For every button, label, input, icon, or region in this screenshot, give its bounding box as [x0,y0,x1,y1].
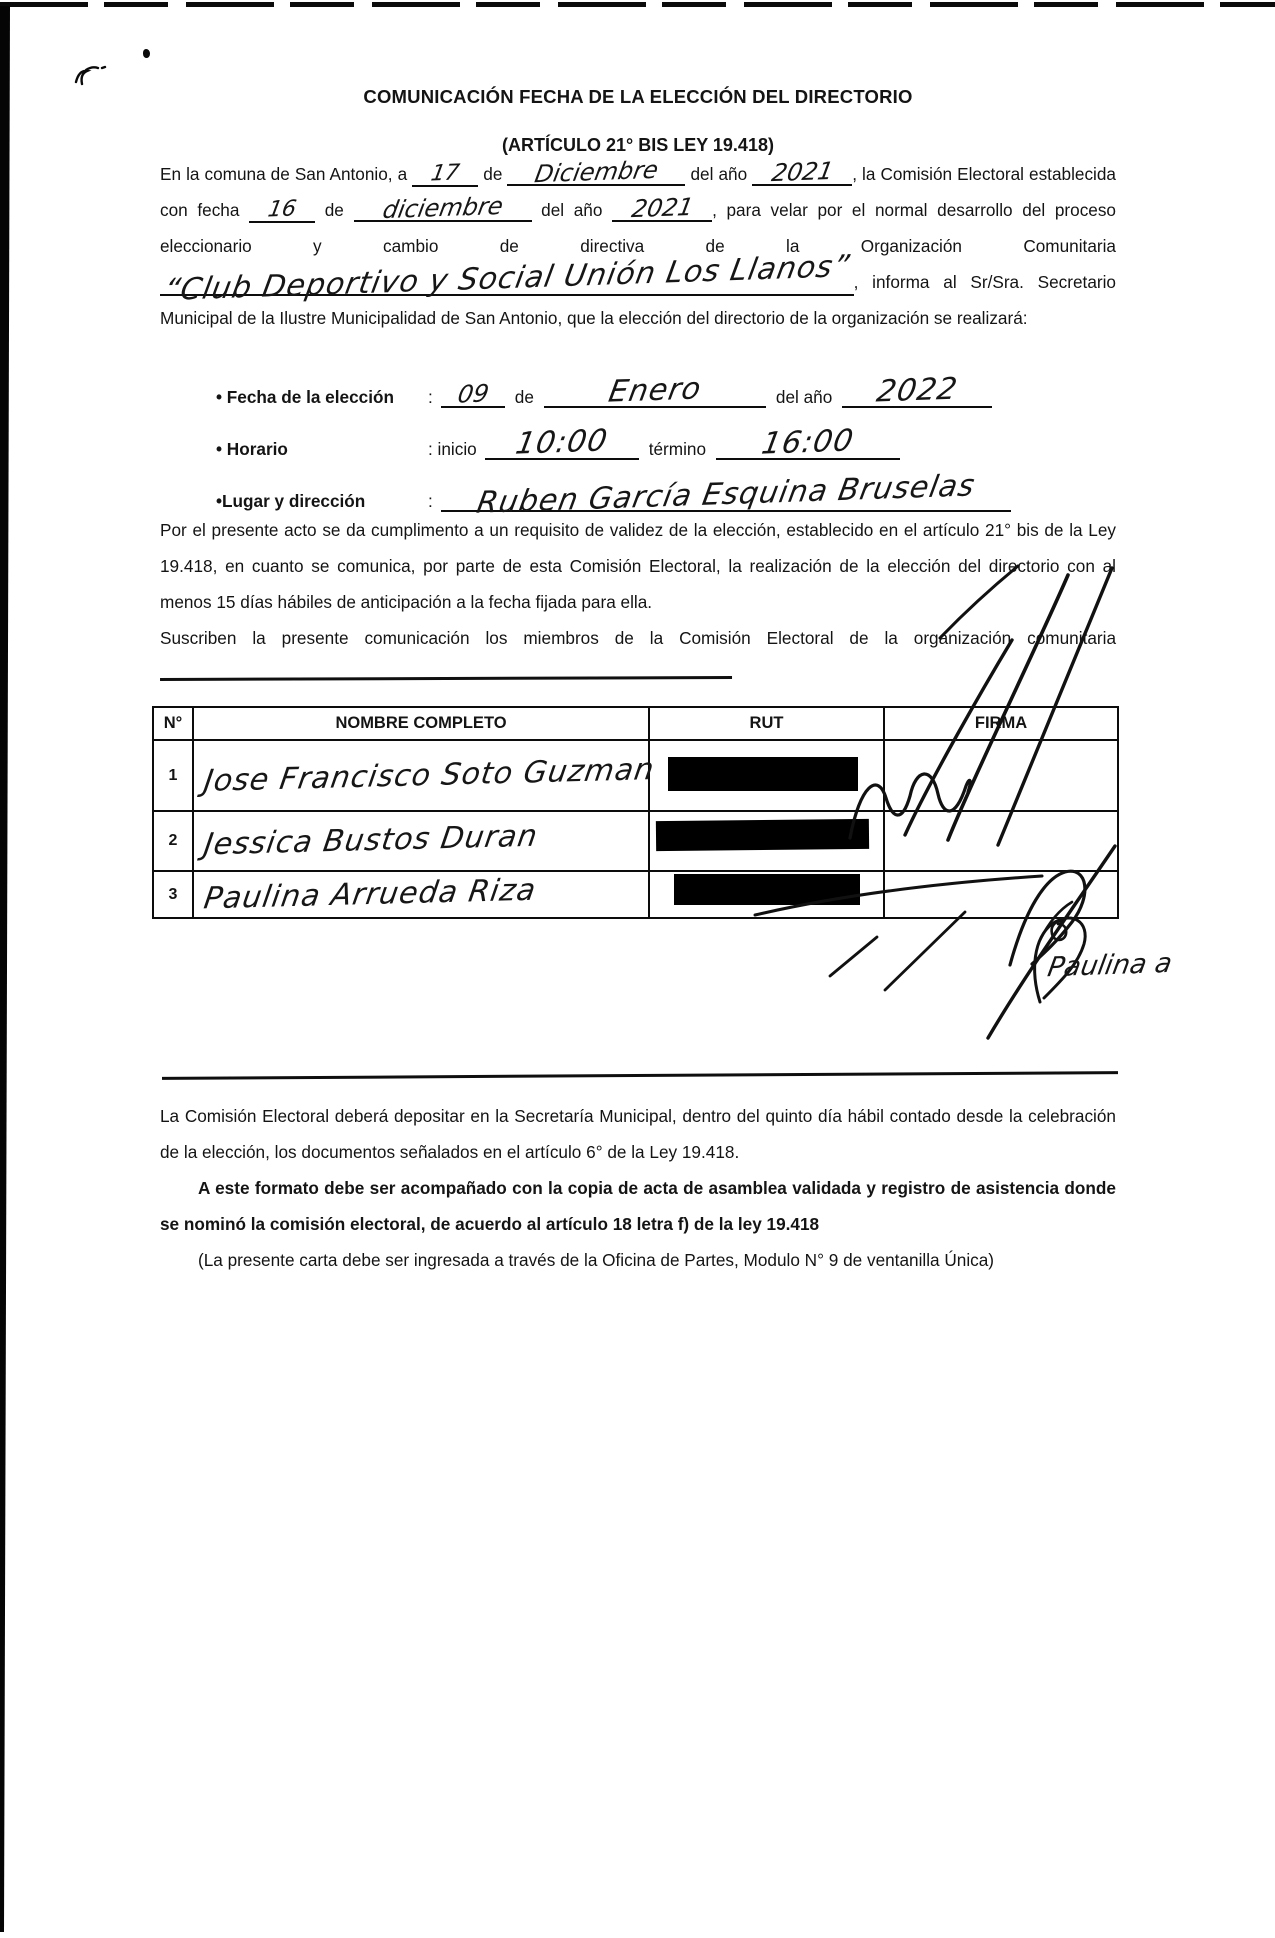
handwritten-start-time: 10:00 [512,423,611,462]
rut-redaction-bar [668,757,858,791]
table-header-row [153,707,1118,740]
ink-dot-mark [143,49,150,58]
intro-paragraph [160,156,1116,336]
row-number: 3 [153,871,193,918]
intro-text-3: del año [690,164,748,184]
handwritten-end-time: 16:00 [759,423,857,462]
table-row [153,811,1118,871]
rut-cell [649,740,884,811]
column-header-full-name: NOMBRE COMPLETO [193,707,649,740]
handwritten-year: 2021 [769,156,836,188]
schedule-row [216,408,1116,460]
handwritten-election-month: Enero [605,371,705,410]
column-header-number: N° [153,707,193,740]
rut-cell [649,811,884,871]
handwritten-election-day: 09 [455,379,491,409]
signature-cell [884,871,1118,918]
month-field [507,155,685,189]
deposit-paragraph: La Comisión Electoral deberá depositar en la Secretaría Municipal, dentro del quinto día hábil contado desde la celebración de la elección, los documentos señalados en el artículo 6° de la Ley 19.418. [160,1106,1116,1162]
blank-fill-line [160,662,732,681]
rut-cell [649,871,884,918]
end-time-field [716,423,900,462]
election-date-de: de [514,387,534,407]
start-time-field [485,423,639,462]
election-day-field [441,379,505,409]
handwritten-month: Diciembre [532,155,661,189]
rut-redaction-bar [674,874,860,905]
handwritten-day: 17 [429,160,462,187]
year-field-2 [612,192,712,224]
day-field [412,160,478,187]
handwritten-election-year: 2022 [874,371,961,410]
row-number: 2 [153,811,193,871]
member-name-cell [193,811,649,871]
column-header-rut: RUT [649,707,884,740]
signature-cell [884,811,1118,871]
member-name-cell [193,871,649,918]
handwritten-month-2: diciembre [380,191,505,225]
scan-artifact-left-edge-bar [0,6,10,1932]
row-number: 1 [153,740,193,811]
location-row [216,460,1116,521]
validity-paragraph: Por el presente acto se da cumplimento a un requisito de validez de la elección, establecido en el artículo 21° bis de la Ley 19.418, en cuanto se comunica, por parte de esta Comisión Electoral, la realización de la elección del directorio con al menos 15 días hábiles de anticipación a la fecha fijada para ella. [160,520,1116,612]
document-title: COMUNICACIÓN FECHA DE LA ELECCIÓN DEL DIRECTORIO [363,86,913,107]
election-date-row [216,356,1116,408]
election-date-colon: : [428,387,433,407]
signatories-text: Suscriben la presente comunicación los miembros de la Comisión Electoral de la organización comunitaria [160,628,1116,648]
intro-text-2: de [483,164,503,184]
handwritten-member-name: Jose Francisco Soto Guzman [201,751,657,799]
schedule-termino-label: término [648,439,707,459]
document-subtitle: (ARTÍCULO 21° BIS LEY 19.418) [502,135,774,155]
attachment-requirement-paragraph: A este formato debe ser acompañado con la copia de acta de asamblea validada y registro de asistencia donde se nominó la comisión electoral, de acuerdo al artículo 18 letra f) de la ley 19.418 [160,1178,1116,1234]
handwritten-organization-name: “Club Deportivo y Social Unión Los Llanos” [161,248,853,309]
intro-text-1: En la comuna de San Antonio, a [160,164,408,184]
election-year-field [842,371,992,410]
ink-scribble-mark [72,60,112,86]
handwritten-day-2: 16 [265,196,299,223]
intro-text-5: de [324,200,344,220]
intro-text-6: del año [541,200,603,220]
organization-name-field [160,248,854,309]
intro-text-4: , la Comisión Electoral establecida con fecha [160,164,1116,220]
member-name-cell [193,740,657,811]
intro-text-8: , informa al Sr/Sra. Secretario Municipal de la Ilustre Municipalidad de San Antonio, que la elección del directorio de la organización se realizará: [160,272,1116,328]
election-details-list [160,356,1116,521]
signatories-paragraph [160,620,1116,692]
document-footer [160,1098,1116,1278]
location-label: •Lugar y dirección [216,491,366,511]
schedule-inicio-label: : inicio [428,439,477,459]
handwritten-signature-paulina: Paulina a [1045,947,1175,984]
intro-text-7: , para velar por el normal desarrollo del proceso eleccionario y cambio de directiva de la Organización Comunitaria [160,200,1116,256]
handwritten-member-name: Jessica Bustos Duran [201,818,541,863]
document-content [160,0,1116,919]
location-field [441,468,1011,521]
election-date-label: • Fecha de la elección [216,387,394,407]
column-header-signature: FIRMA [884,707,1118,740]
horizontal-separator-line [162,1071,1118,1080]
rut-redaction-bar [656,819,869,851]
month-field-2 [354,191,532,225]
handwritten-location: Ruben García Esquina Bruselas [473,468,978,521]
office-of-parts-note: (La presente carta debe ser ingresada a través de la Oficina de Partes, Modulo N° 9 de ventanilla Única) [198,1250,995,1270]
handwritten-member-name: Paulina Arrueda Riza [201,872,539,916]
handwritten-year-2: 2021 [629,192,696,224]
schedule-label: • Horario [216,439,288,459]
signature-cell [884,740,1118,811]
table-row [153,740,1118,811]
election-date-del-ano: del año [775,387,833,407]
location-colon: : [428,491,433,511]
year-field [752,156,852,188]
day-field-2 [249,196,315,223]
electoral-commission-table [152,706,1119,919]
table-row [153,871,1118,918]
election-month-field [544,371,766,410]
